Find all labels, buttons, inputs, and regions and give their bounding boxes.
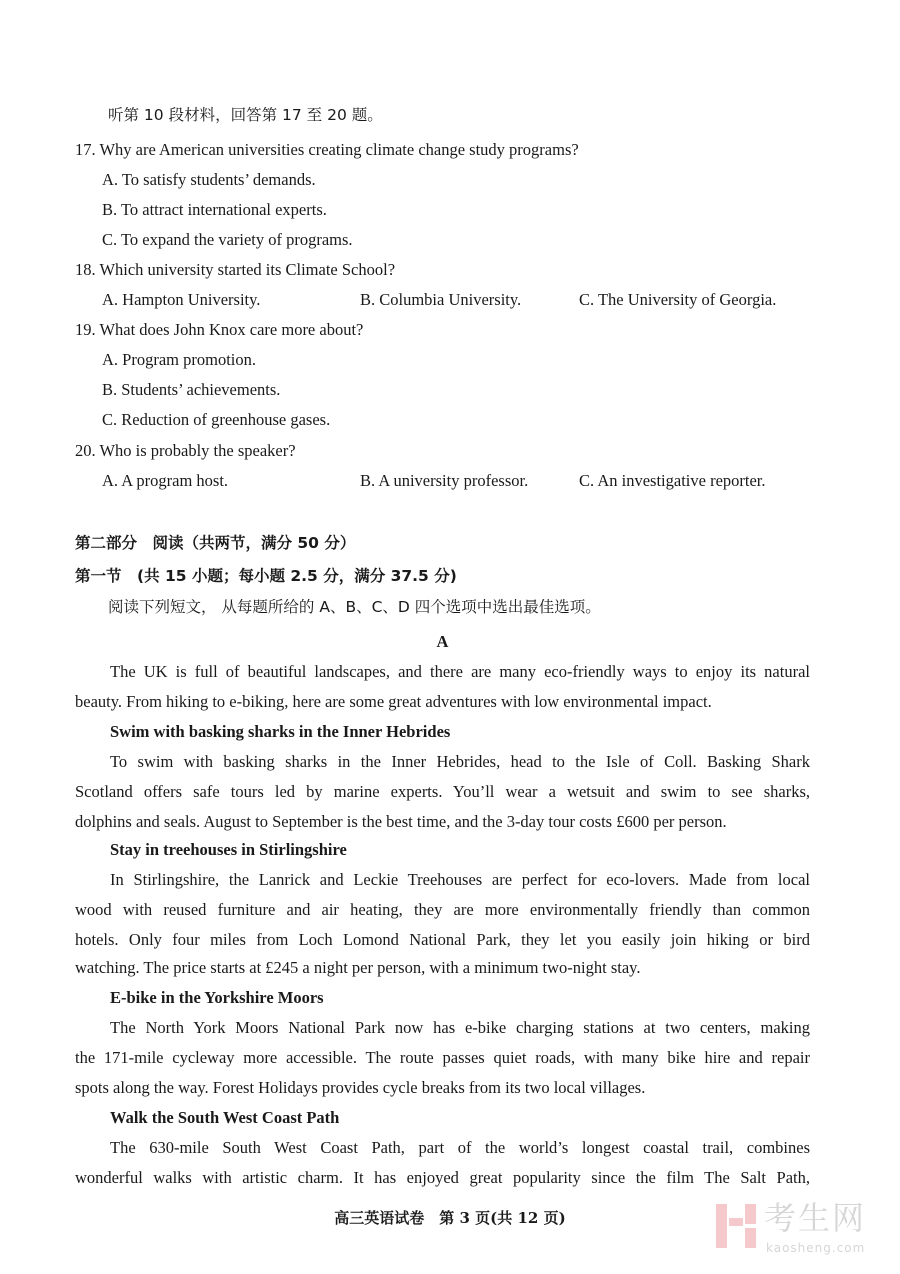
paragraph-line: The 630-mile South West Coast Path, part of the world’s longest coastal trail, combines xyxy=(110,1138,810,1157)
answer-option: B. To attract international experts. xyxy=(102,200,327,219)
paragraph-line: The North York Moors National Park now has e-bike charging stations at two centers, making xyxy=(110,1018,810,1037)
section-heading: 第一节 (共 15 小题；每小题 2.5 分，满分 37.5 分) xyxy=(75,567,457,585)
watermark-url: kaosheng.com xyxy=(766,1241,866,1255)
answer-option: A. To satisfy students’ demands. xyxy=(102,170,316,189)
passage-subheading: Swim with basking sharks in the Inner Hebrides xyxy=(110,722,451,741)
paragraph-line: wonderful walks with artistic charm. It has enjoyed great popularity since the film The Salt Path, xyxy=(75,1168,810,1187)
paragraph-line: spots along the way. Forest Holidays provides cycle breaks from its two local villages. xyxy=(75,1078,646,1097)
paragraph-line: beauty. From hiking to e-biking, here are some great adventures with low environmental impact. xyxy=(75,692,712,711)
paragraph-line: The UK is full of beautiful landscapes, and there are many eco-friendly ways to enjoy its natural xyxy=(110,662,810,681)
answer-option: B. Students’ achievements. xyxy=(102,380,281,399)
answer-option: C. The University of Georgia. xyxy=(579,290,777,309)
paragraph-line: the 171-mile cycleway more accessible. The route passes quiet roads, with many bike hire and repair xyxy=(75,1048,810,1067)
answer-option: B. A university professor. xyxy=(360,471,529,490)
watermark-name: 考生网 xyxy=(764,1199,867,1237)
passage-subheading: Stay in treehouses in Stirlingshire xyxy=(110,840,347,859)
answer-option: B. Columbia University. xyxy=(360,290,522,309)
watermark xyxy=(716,1200,896,1264)
answer-option: C. An investigative reporter. xyxy=(579,471,766,490)
answer-option: C. To expand the variety of programs. xyxy=(102,230,353,249)
kaosheng-logo-icon xyxy=(716,1204,756,1248)
paragraph-line: wood with reused furniture and air heating, they are more environmentally friendly than common xyxy=(75,900,810,919)
instruction-text: 阅读下列短文， 从每题所给的 A、B、C、D 四个选项中选出最佳选项。 xyxy=(108,598,601,616)
page-footer: 高三英语试卷 第 3 页(共 12 页) xyxy=(334,1209,566,1227)
section-heading: 第二部分 阅读（共两节，满分 50 分） xyxy=(75,534,356,552)
paragraph-line: To swim with basking sharks in the Inner Hebrides, head to the Isle of Coll. Basking Shark xyxy=(110,752,810,771)
question-text: 18. Which university started its Climate School? xyxy=(75,260,396,279)
answer-option: C. Reduction of greenhouse gases. xyxy=(102,410,331,429)
paragraph-line: watching. The price starts at £245 a night per person, with a minimum two-night stay. xyxy=(75,958,641,977)
paragraph-line: hotels. Only four miles from Loch Lomond National Park, they let you easily join hiking or bird xyxy=(75,930,810,949)
passage-subheading: E-bike in the Yorkshire Moors xyxy=(110,988,324,1007)
passage-subheading: Walk the South West Coast Path xyxy=(110,1108,340,1127)
answer-option: A. A program host. xyxy=(102,471,229,490)
paragraph-line: Scotland offers safe tours led by marine experts. You’ll wear a wetsuit and swim to see sharks, xyxy=(75,782,810,801)
paragraph-line: In Stirlingshire, the Lanrick and Leckie Treehouses are perfect for eco-lovers. Made from local xyxy=(110,870,810,889)
answer-option: A. Hampton University. xyxy=(102,290,261,309)
question-text: 19. What does John Knox care more about? xyxy=(75,320,364,339)
instruction-text: 听第 10 段材料，回答第 17 至 20 题。 xyxy=(108,106,383,124)
paragraph-line: dolphins and seals. August to September is the best time, and the 3-day tour costs £600 per person. xyxy=(75,812,727,831)
answer-option: A. Program promotion. xyxy=(102,350,256,369)
question-text: 20. Who is probably the speaker? xyxy=(75,441,296,460)
passage-title: A xyxy=(436,632,449,651)
question-text: 17. Why are American universities creating climate change study programs? xyxy=(75,140,579,159)
